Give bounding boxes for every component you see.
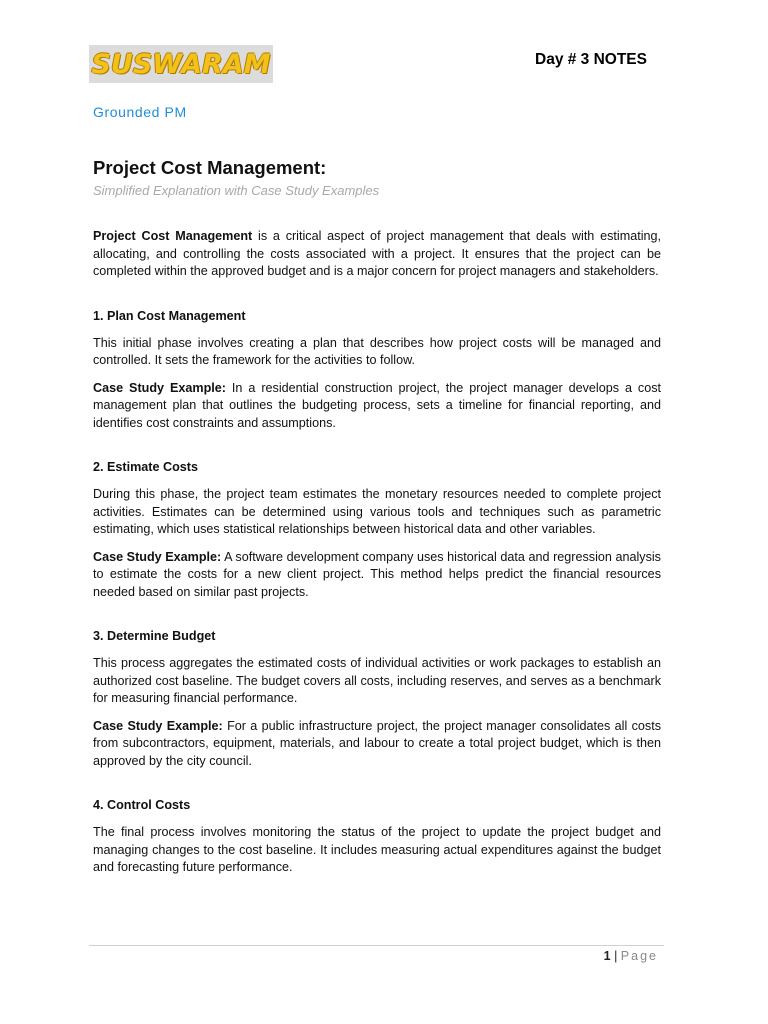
case-study-plan bbox=[93, 380, 661, 433]
page-title: Project Cost Management: bbox=[93, 157, 327, 178]
section-body-control: The final process involves monitoring the status of the project to update the project budget and managing changes to the cost baseline. It includes measuring actual expenditures against the budget and forecasting future performance. bbox=[93, 825, 661, 874]
footer-divider bbox=[89, 945, 664, 946]
intro-bold: Project Cost Management bbox=[93, 229, 253, 243]
page-label: Page bbox=[620, 949, 658, 963]
case-study-label: Case Study Example: bbox=[93, 718, 223, 733]
case-study-label: Case Study Example: bbox=[93, 380, 226, 395]
tagline: Grounded PM bbox=[93, 104, 187, 120]
case-study-text: In a residential construction project, the project manager develops a cost management plan that outlines the budgeting process, sets a timeline for financial reporting, and identifies cost constraints and assumptions. bbox=[93, 380, 661, 430]
intro-text: is a critical aspect of project management that deals with estimating, allocating, and controlling the costs associated with a project. It ensures that the project can be completed within the approved budget and is a major concern for project managers and stakeholders. bbox=[93, 229, 662, 278]
case-study-budget bbox=[93, 718, 661, 771]
section-body-budget: This process aggregates the estimated costs of individual activities or work packages to establish an authorized cost baseline. The budget covers all costs, including reserves, and serves as a benchmark for measuring financial performance. bbox=[93, 656, 661, 705]
section-heading-budget: 3. Determine Budget bbox=[93, 629, 216, 643]
case-study-estimate bbox=[93, 549, 661, 602]
section-heading-plan: 1. Plan Cost Management bbox=[93, 308, 246, 323]
case-study-text: A software development company uses historical data and regression analysis to estimate the costs for a new client project. This method helps predict the financial resources needed based on similar past projects. bbox=[93, 549, 661, 599]
page-number: 1 bbox=[603, 949, 611, 963]
footer-separator: | bbox=[610, 949, 621, 963]
section-heading-estimate: 2. Estimate Costs bbox=[93, 460, 198, 474]
page-footer bbox=[604, 949, 658, 963]
intro-paragraph bbox=[93, 228, 661, 281]
day-notes-label: Day # 3 NOTES bbox=[535, 51, 647, 68]
section-heading-control: 4. Control Costs bbox=[93, 798, 191, 812]
case-study-text: For a public infrastructure project, the project manager consolidates all costs from subcontractors, equipment, materials, and labour to create a total project budget, which is then approved by the city council. bbox=[93, 718, 661, 768]
logo bbox=[89, 45, 273, 83]
section-body-plan: This initial phase involves creating a plan that describes how project costs will be managed and controlled. It sets the framework for the activities to follow. bbox=[93, 335, 661, 367]
logo-text: SUSWARAM bbox=[91, 48, 271, 80]
document-body bbox=[93, 228, 661, 887]
case-study-label: Case Study Example: bbox=[93, 549, 222, 564]
page-subtitle: Simplified Explanation with Case Study Examples bbox=[93, 183, 380, 198]
section-body-estimate: During this phase, the project team estimates the monetary resources needed to complete project activities. Estimates can be determined using various tools and techniques such as parametric estimating, which uses statistical relationships between historical data and other variables. bbox=[93, 487, 661, 536]
